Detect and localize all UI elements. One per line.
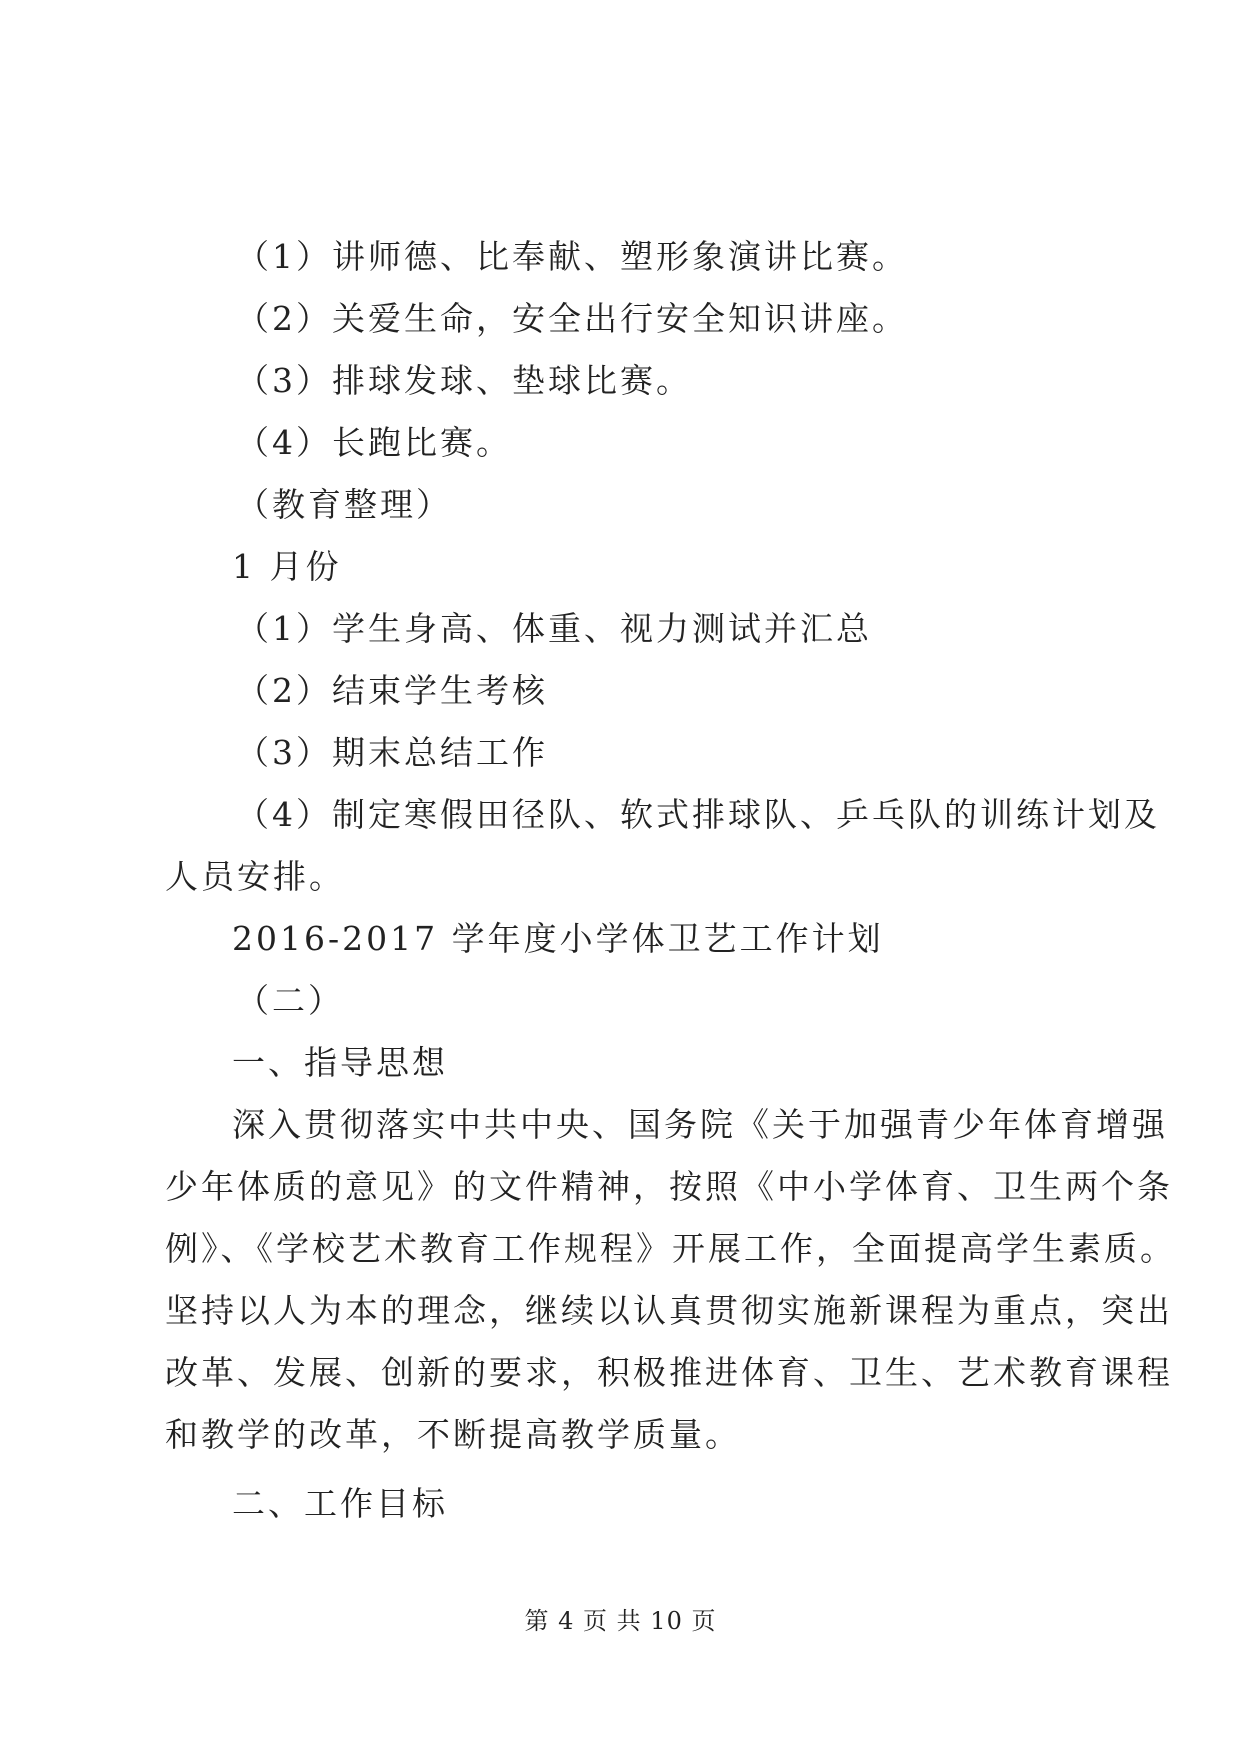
paragraph-line: 坚持以人为本的理念，继续以认真贯彻实施新课程为重点，突出 (165, 1291, 1173, 1330)
paragraph-line: 例》、《学校艺术教育工作规程》开展工作，全面提高学生素质。 (165, 1229, 1176, 1268)
text-line: （教育整理） (236, 485, 452, 524)
text-line: （3）排球发球、垫球比赛。 (236, 361, 692, 400)
section-title: 2016-2017 学年度小学体卫艺工作计划 (232, 919, 884, 958)
section-heading: 二、工作目标 (232, 1484, 448, 1523)
paragraph-line: 深入贯彻落实中共中央、国务院《关于加强青少年体育增强 (232, 1105, 1168, 1144)
paragraph-line: 少年体质的意见》的文件精神，按照《中小学体育、卫生两个条 (165, 1167, 1173, 1206)
text-line: 1 月份 (232, 547, 342, 586)
text-line: （1）讲师德、比奉献、塑形象演讲比赛。 (236, 237, 908, 276)
text-line: （2）关爱生命，安全出行安全知识讲座。 (236, 299, 908, 338)
text-line: （1）学生身高、体重、视力测试并汇总 (236, 609, 872, 648)
text-line: （4）长跑比赛。 (236, 423, 512, 462)
text-line: （3）期末总结工作 (236, 733, 548, 772)
paragraph-line: 和教学的改革，不断提高教学质量。 (165, 1415, 741, 1454)
text-line: （2）结束学生考核 (236, 671, 548, 710)
text-line: （4）制定寒假田径队、软式排球队、乒乓队的训练计划及 (236, 795, 1160, 834)
section-subtitle: （二） (236, 981, 344, 1020)
section-heading: 一、指导思想 (232, 1043, 448, 1082)
paragraph-line: 改革、发展、创新的要求，积极推进体育、卫生、艺术教育课程 (165, 1353, 1173, 1392)
text-line: 人员安排。 (165, 857, 345, 896)
page-number-footer: 第 4 页 共 10 页 (524, 1607, 717, 1635)
